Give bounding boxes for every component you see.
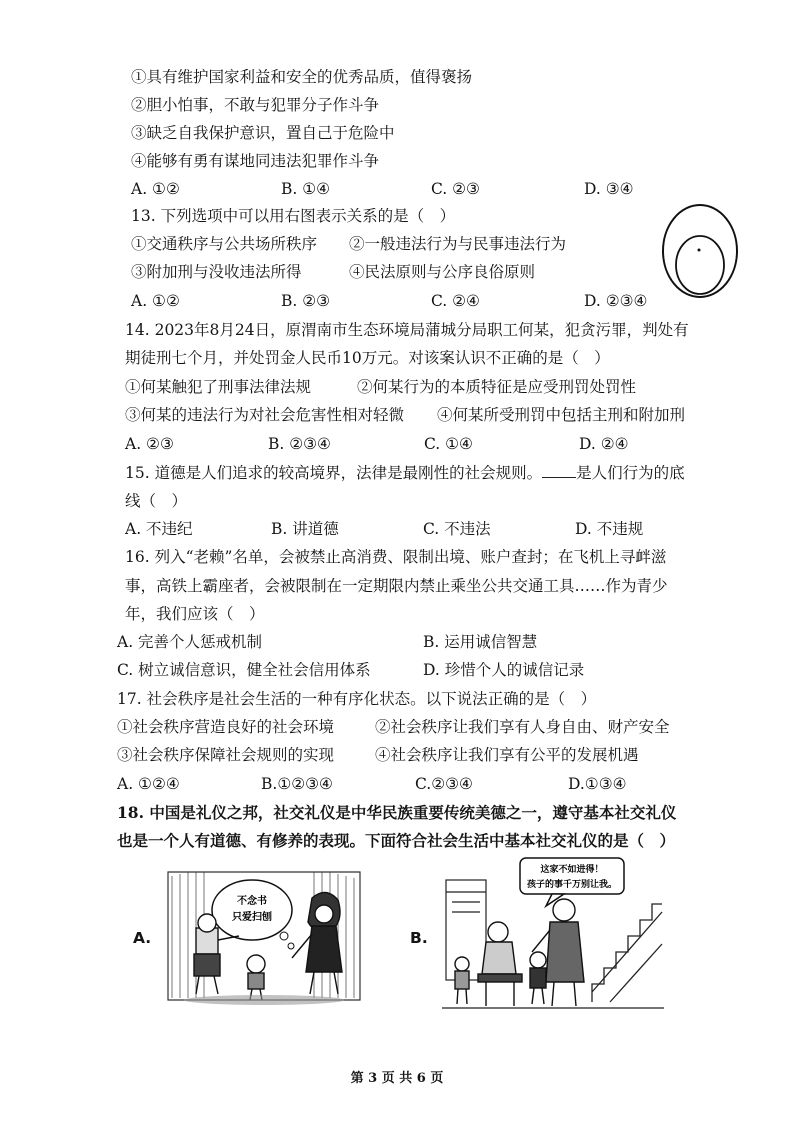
q16-option-c: C. 树立诚信意识，健全社会信用体系 — [117, 661, 371, 679]
q13-item-3: ③附加刑与没收违法所得 — [131, 263, 302, 281]
q17-item-2: ②社会秩序让我们享有人身自由、财产安全 — [375, 718, 670, 736]
q12-option-a: A. ①② — [131, 180, 180, 198]
q18-stem-line2: 也是一个人有道德、有修养的表现。下面符合社会生活中基本社交礼仪的是（ ） — [117, 831, 676, 850]
bubble-a-line1: 不念书 — [237, 896, 267, 907]
cartoon-a-image — [164, 868, 364, 1008]
q17-option-d: D.①③④ — [568, 775, 627, 793]
q14-option-c: C. ①④ — [424, 435, 473, 453]
q14-stem-line2: 期徒刑七个月，并处罚金人民币10万元。对该案认识不正确的是（ ） — [125, 349, 610, 367]
q15-stem-part2: 是人们行为的底 — [576, 464, 685, 482]
q15-blank — [542, 463, 576, 478]
q14-option-b: B. ②③④ — [268, 435, 331, 453]
q13-option-a: A. ①② — [131, 292, 180, 310]
q14-item-4: ④何某所受刑罚中包括主刑和附加刑 — [437, 406, 686, 424]
q14-item-2: ②何某行为的本质特征是应受刑罚处罚性 — [357, 378, 637, 396]
q15-stem-part1: 15. 道德是人们追求的较高境界，法律是最刚性的社会规则。 — [125, 464, 543, 482]
q15-option-a: A. 不违纪 — [125, 520, 193, 538]
q17-stem: 17. 社会秩序是社会生活的一种有序化状态。以下说法正确的是（ ） — [117, 690, 597, 708]
q15-option-c: C. 不违法 — [423, 520, 491, 538]
q14-option-a: A. ②③ — [125, 435, 174, 453]
cartoon-a-label: A. — [133, 929, 152, 947]
bubble-b-line1: 这家不如进得！ — [540, 865, 604, 875]
q15-option-d: D. 不违规 — [575, 520, 644, 538]
q12-item-4: ④能够有勇有谋地同违法犯罪作斗争 — [131, 152, 380, 170]
q17-item-1: ①社会秩序营造良好的社会环境 — [117, 718, 335, 736]
q15-stem-line1 — [125, 463, 685, 483]
q12-option-b: B. ①④ — [281, 180, 331, 198]
q14-stem-line1: 14. 2023年8月24日，原渭南市生态环境局蒲城分局职工何某，犯贪污罪，判处有 — [125, 321, 689, 339]
q17-item-4: ④社会秩序让我们享有公平的发展机遇 — [375, 746, 639, 764]
q14-option-d: D. ②④ — [579, 435, 629, 453]
q17-option-b: B.①②③④ — [261, 775, 333, 793]
q17-option-c: C.②③④ — [415, 775, 473, 793]
q13-option-c: C. ②④ — [431, 292, 480, 310]
q16-option-d: D. 珍惜个人的诚信记录 — [423, 661, 585, 679]
q16-stem-line2: 事，高铁上霸座者，会被限制在一定期限内禁止乘坐公共交通工具……作为青少 — [125, 577, 668, 595]
q13-stem: 13. 下列选项中可以用右图表示关系的是（ ） — [131, 207, 456, 225]
q17-item-3: ③社会秩序保障社会规则的实现 — [117, 746, 335, 764]
q14-item-3: ③何某的违法行为对社会危害性相对轻微 — [125, 406, 405, 424]
q12-item-2: ②胆小怕事，不敢与犯罪分子作斗争 — [131, 96, 380, 114]
q13-item-2: ②一般违法行为与民事违法行为 — [349, 235, 567, 253]
q13-item-1: ①交通秩序与公共场所秩序 — [131, 235, 318, 253]
q12-option-c: C. ②③ — [431, 180, 480, 198]
q18-stem-line1: 18. 中国是礼仪之邦，社交礼仪是中华民族重要传统美德之一，遵守基本社交礼仪 — [117, 803, 677, 822]
cartoon-b-image — [442, 852, 664, 1012]
q12-item-1: ①具有维护国家利益和安全的优秀品质，值得褒扬 — [131, 68, 473, 86]
q16-stem-line3: 年，我们应该（ ） — [125, 605, 265, 623]
q14-item-1: ①何某触犯了刑事法律法规 — [125, 378, 312, 396]
q12-item-3: ③缺乏自我保护意识，置自己于危险中 — [131, 124, 395, 142]
q15-stem-line2: 线（ ） — [125, 492, 188, 510]
q16-stem-line1: 16. 列入“老赖”名单，会被禁止高消费、限制出境、账户查封；在飞机上寻衅滋 — [125, 548, 667, 566]
bubble-b-line2: 孩子的事千万别让我。 — [526, 880, 618, 890]
page-footer: 第 3 页 共 6 页 — [350, 1071, 444, 1086]
q12-option-d: D. ③④ — [584, 180, 634, 198]
q16-option-a: A. 完善个人惩戒机制 — [117, 633, 263, 651]
cartoon-b-label: B. — [410, 929, 428, 947]
q15-option-b: B. 讲道德 — [271, 520, 339, 538]
q17-option-a: A. ①②④ — [117, 775, 180, 793]
q13-option-d: D. ②③④ — [584, 292, 648, 310]
q16-option-b: B. 运用诚信智慧 — [423, 633, 538, 651]
q13-option-b: B. ②③ — [281, 292, 331, 310]
nested-ellipse-diagram — [660, 202, 742, 300]
bubble-a-line2: 只爱扫刨 — [232, 912, 272, 923]
q13-item-4: ④民法原则与公序良俗原则 — [349, 263, 536, 281]
